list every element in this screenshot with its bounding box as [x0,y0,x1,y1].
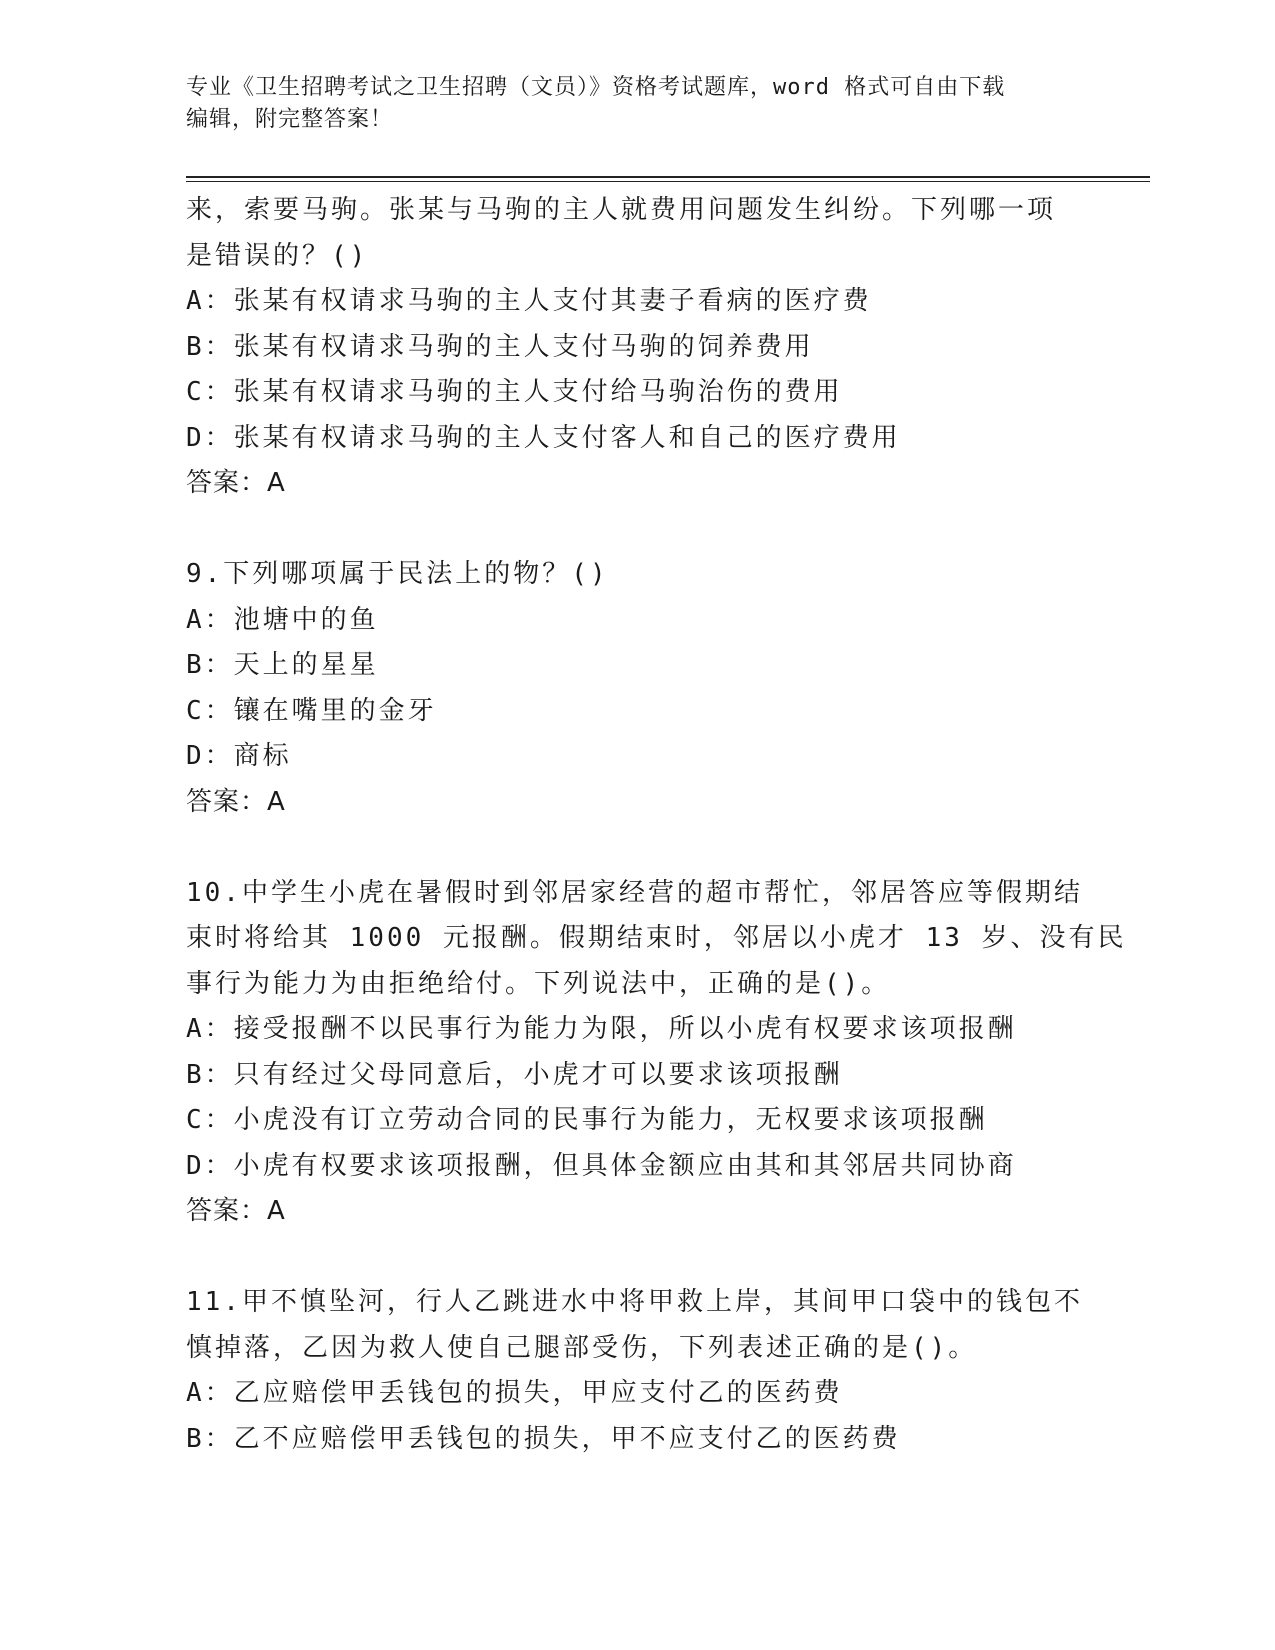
question-10 [186,871,1127,1235]
question-body [186,188,1127,1462]
document-header [186,72,1086,136]
option-d: D：张某有权请求马驹的主人支付客人和自己的医疗费用 [186,422,901,453]
answer-line: 答案：A [186,786,286,817]
question-stem-line: 11.甲不慎坠河，行人乙跳进水中将甲救上岸，其间甲口袋中的钱包不 [186,1287,1083,1317]
option-a: A：张某有权请求马驹的主人支付其妻子看病的医疗费 [186,286,872,316]
option-a: A：接受报酬不以民事行为能力为限，所以小虎有权要求该项报酬 [186,1014,1017,1044]
question-8-continued [186,188,1086,507]
header-rule-thin [186,181,1150,182]
option-b: B：张某有权请求马驹的主人支付马驹的饲养费用 [186,331,814,362]
option-b: B：乙不应赔偿甲丢钱包的损失，甲不应支付乙的医药费 [186,1423,901,1454]
question-stem-line: 9.下列哪项属于民法上的物？() [186,559,609,589]
question-9 [186,552,1086,825]
header-line-2: 编辑，附完整答案！ [186,107,394,132]
question-stem-line: 事行为能力为由拒绝给付。下列说法中，正确的是()。 [186,968,891,999]
question-stem-line: 束时将给其 1000 元报酬。假期结束时，邻居以小虎才 13 岁、没有民 [186,923,1127,953]
spacer [186,507,1086,553]
answer-line: 答案：A [186,468,286,498]
question-stem-line: 慎掉落，乙因为救人使自己腿部受伤，下列表述正确的是()。 [186,1332,978,1363]
answer-line: 答案：A [186,1196,286,1226]
option-a: A：池塘中的鱼 [186,604,379,635]
option-c: C：小虎没有订立劳动合同的民事行为能力，无权要求该项报酬 [186,1105,988,1135]
option-d: D：商标 [186,741,292,771]
option-c: C：张某有权请求马驹的主人支付给马驹治伤的费用 [186,377,843,407]
header-line-1: 专业《卫生招聘考试之卫生招聘（文员）》资格考试题库，word 格式可自由下载 [186,75,1006,100]
option-a: A：乙应赔偿甲丢钱包的损失，甲应支付乙的医药费 [186,1378,843,1408]
option-b: B：只有经过父母同意后，小虎才可以要求该项报酬 [186,1059,843,1090]
spacer [186,825,1086,871]
option-b: B：天上的星星 [186,650,379,680]
option-d: D：小虎有权要求该项报酬，但具体金额应由其和其邻居共同协商 [186,1150,1017,1181]
spacer [186,1235,1086,1281]
question-stem-line: 来，索要马驹。张某与马驹的主人就费用问题发生纠纷。下列哪一项 [186,195,1057,225]
question-stem-line: 10.中学生小虎在暑假时到邻居家经营的超市帮忙，邻居答应等假期结 [186,877,1083,908]
header-rule-thick [186,176,1150,178]
option-c: C：镶在嘴里的金牙 [186,695,437,726]
question-11 [186,1280,1086,1462]
question-stem-line: 是错误的？() [186,240,369,271]
